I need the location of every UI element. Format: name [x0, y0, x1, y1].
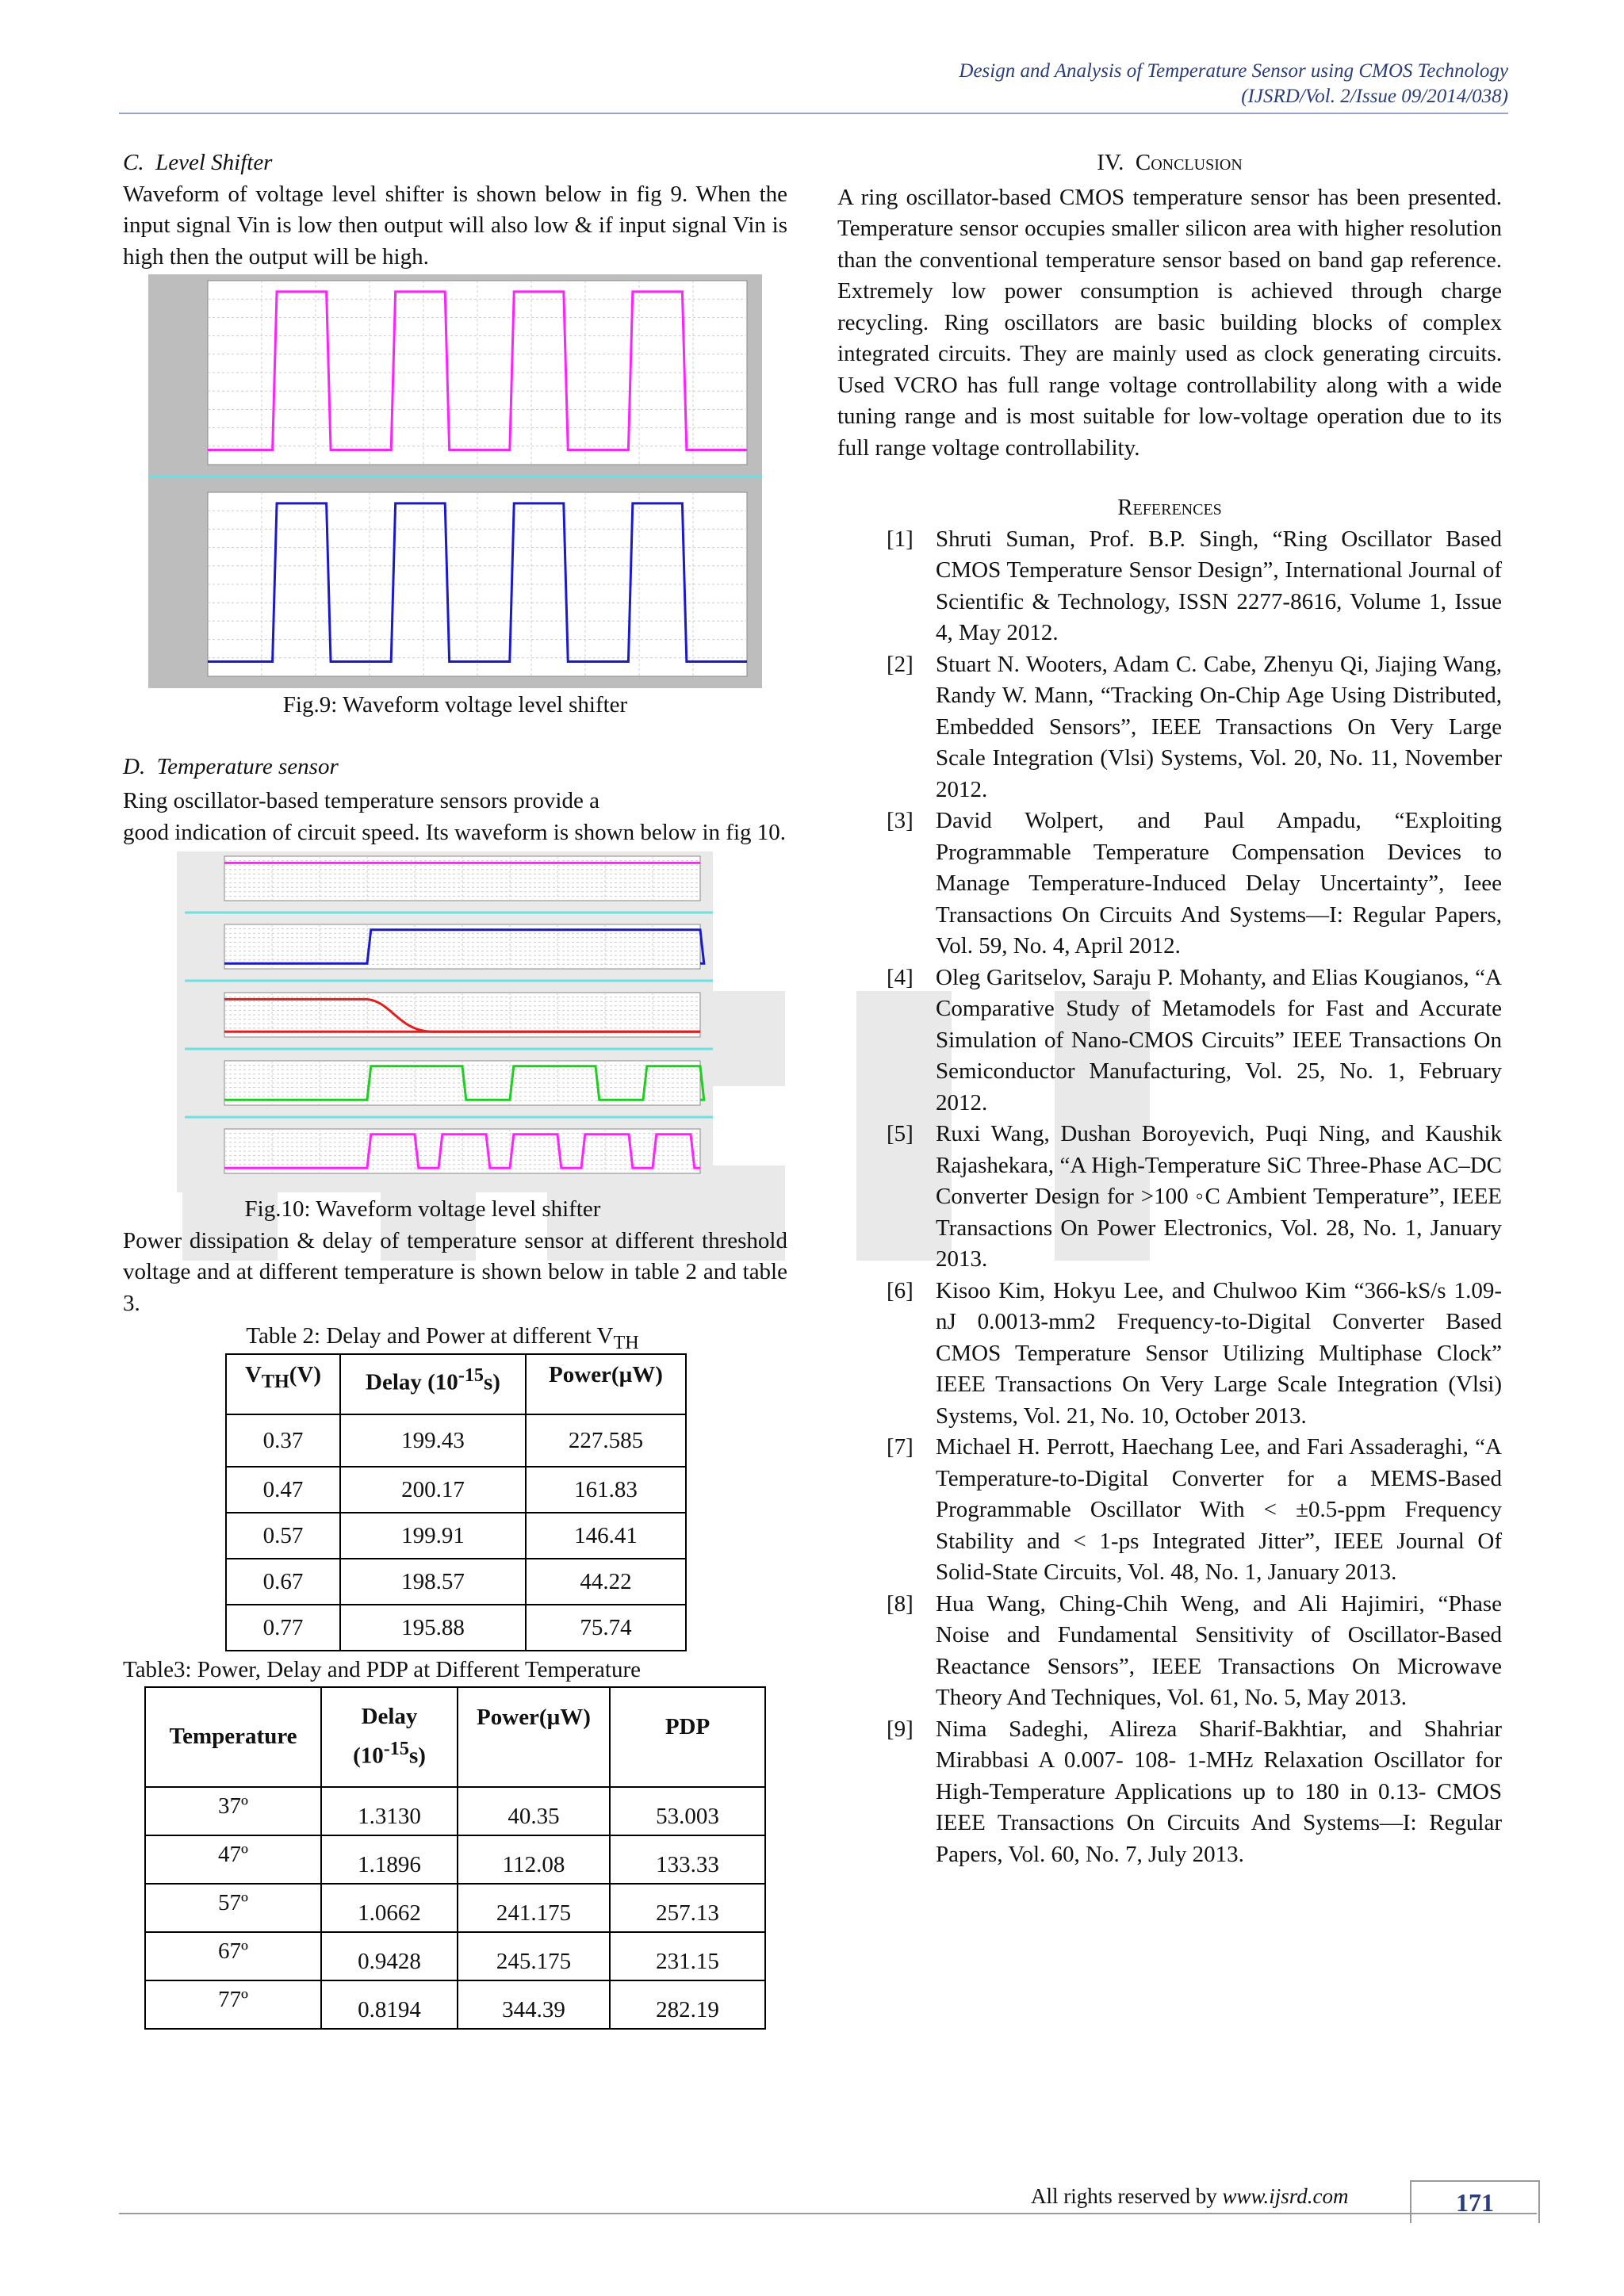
power-paragraph: Power dissipation & delay of temperature sensor at different threshold voltage and at different temperature is shown below in table 2 and table 3.	[123, 1227, 787, 1316]
figure-10-waveform	[177, 851, 713, 1192]
table-3-row	[145, 1884, 765, 1932]
table-3-row	[145, 1980, 765, 2029]
table-3-cell: 245.175	[458, 1932, 610, 1980]
table-2-row	[226, 1559, 686, 1605]
reference-item	[837, 1714, 1502, 1871]
section-d-line1: Ring oscillator-based temperature sensors provide a	[123, 788, 599, 813]
table-2-caption-text: Table 2: Delay and Power at different V	[246, 1323, 614, 1349]
table-2-cell: 146.41	[526, 1513, 686, 1559]
reference-item	[837, 1276, 1502, 1433]
th-delay-sup: -15	[458, 1364, 485, 1387]
table-2-cell: 0.47	[226, 1467, 340, 1513]
reference-text: Kisoo Kim, Hokyu Lee, and Chulwoo Kim “366-kS/s 1.09-nJ 0.0013-mm2 Frequency-to-Digital Converter Based CMOS Temperature Sensor Utilizing Multiphase Clock” IEEE Transactions On Very Large Scale Integration (Vlsi) Systems, Vol. 21, No. 10, October 2013.	[936, 1277, 1502, 1429]
table-2-row	[226, 1513, 686, 1559]
section-d-title: D. Temperature sensor	[123, 753, 339, 779]
reference-text: Oleg Garitselov, Saraju P. Mohanty, and Elias Kougianos, “A Comparative Study of Metamodels for Fast and Accurate Simulation of Nano-CMOS Circuits” IEEE Transactions On Semiconductor Manufacturing, Vol. 25, No. 1, February 2012.	[936, 964, 1502, 1115]
table-3-cell: 1.0662	[321, 1884, 458, 1932]
table-3-cell: 344.39	[458, 1980, 610, 2029]
reference-item	[837, 1119, 1502, 1276]
reference-number: [2]	[887, 651, 914, 677]
table-2-cell: 44.22	[526, 1559, 686, 1605]
footer-rights: All rights reserved by	[1031, 2184, 1223, 2208]
table-2-caption	[98, 1321, 787, 1358]
table-3-temperature-cell: 37º	[145, 1787, 321, 1835]
table-2-cell: 200.17	[340, 1467, 526, 1513]
th3-delay-post: s)	[408, 1743, 426, 1769]
table-3-header-power: Power(µW)	[458, 1687, 610, 1787]
th3-delay-text: (10	[353, 1743, 384, 1769]
left-column	[123, 147, 787, 2030]
table-3-cell: 241.175	[458, 1884, 610, 1932]
figure-10-caption: Fig.10: Waveform voltage level shifter	[244, 1196, 601, 1222]
table-3-row	[145, 1787, 765, 1835]
reference-item	[837, 806, 1502, 962]
reference-item	[837, 962, 1502, 1119]
footer-site-link[interactable]: www.ijsrd.com	[1222, 2184, 1349, 2208]
reference-number: [7]	[887, 1434, 914, 1460]
table-3-temperature-cell: 47º	[145, 1835, 321, 1884]
reference-item	[837, 1589, 1502, 1714]
table-3-cell: 53.003	[610, 1787, 765, 1835]
conclusion-heading	[837, 147, 1502, 179]
references-heading: References	[1117, 495, 1222, 520]
conclusion-paragraph: A ring oscillator-based CMOS temperature sensor has been presented. Temperature sensor occupies smaller silicon area with higher resolution than the conventional temperature sensor based on band gap reference. Extremely low power consumption is achieved through charge recycling. Ring oscillators are basic building blocks of complex integrated circuits. They are mainly used as clock generating circuits. Used VCRO has full range voltage controllability along with a wide tuning range and is most suitable for low-voltage operation due to its full range voltage controllability.	[837, 184, 1502, 461]
table-3-temperature-cell: 77º	[145, 1980, 321, 2029]
reference-number: [1]	[887, 526, 914, 552]
table-3-header-temperature: Temperature	[145, 1687, 321, 1787]
table-2	[225, 1353, 687, 1651]
figure-9	[148, 274, 762, 688]
figure-9-waveform	[148, 274, 762, 688]
table-3-temperature-cell: 67º	[145, 1932, 321, 1980]
table-3-cell: 112.08	[458, 1835, 610, 1884]
reference-number: [3]	[887, 808, 914, 833]
table-3-header-pdp: PDP	[610, 1687, 765, 1787]
table-2-cell: 0.67	[226, 1559, 340, 1605]
reference-item	[837, 524, 1502, 649]
table-3-cell: 133.33	[610, 1835, 765, 1884]
reference-text: Nima Sadeghi, Alireza Sharif-Bakhtiar, and Shahriar Mirabbasi A 0.007- 108- 1-MHz Relaxation Oscillator for High-Temperature Applications up to 180 in 0.13- CMOS IEEE Transactions On Circuits And Systems—I: Regular Papers, Vol. 60, No. 7, July 2013.	[936, 1716, 1502, 1867]
references-list	[837, 524, 1502, 1871]
table-3	[144, 1686, 766, 2030]
section-d-paragraph	[123, 786, 787, 848]
th3-delay-top: Delay	[361, 1704, 418, 1730]
table-3-cell: 0.8194	[321, 1980, 458, 2029]
table-2-cell: 161.83	[526, 1467, 686, 1513]
table-2-row	[226, 1414, 686, 1467]
table-2-row	[226, 1467, 686, 1513]
reference-text: Michael H. Perrott, Haechang Lee, and Fari Assaderaghi, “A Temperature-to-Digital Converter for a MEMS-Based Programmable Oscillator With < ±0.5-ppm Frequency Stability and < 1-ps Integrated Jitter”, IEEE Journal Of Solid-State Circuits, Vol. 48, No. 1, January 2013.	[936, 1434, 1502, 1585]
table-2-cell: 0.57	[226, 1513, 340, 1559]
running-header	[959, 59, 1508, 109]
reference-number: [9]	[887, 1716, 914, 1742]
section-c-title: C. Level Shifter	[123, 150, 273, 175]
reference-item	[837, 649, 1502, 806]
table-2-header-delay	[340, 1354, 526, 1414]
reference-number: [8]	[887, 1590, 914, 1617]
conclusion-heading-text: Conclusion	[1135, 150, 1243, 175]
th-vth-post: (V)	[289, 1362, 322, 1388]
table-2-cell: 227.585	[526, 1414, 686, 1467]
table-3-row	[145, 1932, 765, 1980]
reference-text: David Wolpert, and Paul Ampadu, “Exploiting Programmable Temperature Compensation Devices to Manage Temperature-Induced Delay Uncertainty”, Ieee Transactions On Circuits And Systems—I: Regular Papers, Vol. 59, No. 4, April 2012.	[936, 808, 1502, 959]
table-2-cell: 0.77	[226, 1605, 340, 1651]
reference-text: Hua Wang, Ching-Chih Weng, and Ali Hajimiri, “Phase Noise and Fundamental Sensitivity of Oscillator-Based Reactance Sensors”, IEEE Transactions On Microwave Theory And Techniques, Vol. 61, No. 5, May 2013.	[936, 1590, 1502, 1710]
table-3-cell: 231.15	[610, 1932, 765, 1980]
table-2-cell: 195.88	[340, 1605, 526, 1651]
reference-number: [4]	[887, 964, 914, 990]
reference-text: Stuart N. Wooters, Adam C. Cabe, Zhenyu Qi, Jiajing Wang, Randy W. Mann, “Tracking On-Chip Age Using Distributed, Embedded Sensors”, IEEE Transactions On Very Large Scale Integration (Vlsi) Systems, Vol. 20, No. 11, November 2012.	[936, 651, 1502, 802]
table-2-caption-sub: TH	[613, 1331, 639, 1353]
table-3-cell: 257.13	[610, 1884, 765, 1932]
footer-text	[1031, 2184, 1348, 2209]
th-delay-text: Delay (10	[366, 1369, 458, 1395]
table-2-cell: 199.43	[340, 1414, 526, 1467]
table-2-cell: 75.74	[526, 1605, 686, 1651]
reference-text: Ruxi Wang, Dushan Boroyevich, Puqi Ning, and Kaushik Rajashekara, “A High-Temperature SiC Three-Phase AC–DC Converter Design for >100 ◦C Ambient Temperature”, IEEE Transactions On Power Electronics, Vol. 28, No. 1, January 2013.	[936, 1121, 1502, 1272]
section-c-paragraph: Waveform of voltage level shifter is shown below in fig 9. When the input signal Vin is low then output will also low & if input signal Vin is high then the output will be high.	[123, 181, 787, 270]
th-vth-sub: TH	[261, 1371, 289, 1393]
conclusion-heading-num: IV.	[1097, 150, 1124, 175]
reference-number: [5]	[887, 1121, 914, 1146]
table-3-cell: 1.3130	[321, 1787, 458, 1835]
table-2-cell: 0.37	[226, 1414, 340, 1467]
table-2-header-vth	[226, 1354, 340, 1414]
section-d-rest: good indication of circuit speed. Its waveform is shown below in fig 10.	[123, 819, 787, 845]
reference-number: [6]	[887, 1277, 914, 1303]
th-vth-text: V	[244, 1362, 262, 1388]
th3-delay-sup: -15	[383, 1737, 409, 1759]
table-2-cell: 199.91	[340, 1513, 526, 1559]
table-2-row	[226, 1605, 686, 1651]
table-3-cell: 282.19	[610, 1980, 765, 2029]
table-3-cell: 1.1896	[321, 1835, 458, 1884]
table-2-cell: 198.57	[340, 1559, 526, 1605]
table-3-cell: 0.9428	[321, 1932, 458, 1980]
right-column	[837, 147, 1502, 1870]
reference-item	[837, 1432, 1502, 1589]
table-3-header-delay	[321, 1687, 458, 1787]
figure-9-caption: Fig.9: Waveform voltage level shifter	[282, 692, 628, 718]
th-delay-post: s)	[484, 1369, 500, 1395]
header-rule	[119, 113, 1508, 114]
reference-text: Shruti Suman, Prof. B.P. Singh, “Ring Oscillator Based CMOS Temperature Sensor Design”, International Journal of Scientific & Technology, ISSN 2277-8616, Volume 1, Issue 4, May 2012.	[936, 526, 1502, 645]
table-3-cell: 40.35	[458, 1787, 610, 1835]
table-3-caption: Table3: Power, Delay and PDP at Different Temperature	[123, 1657, 641, 1683]
running-header-issue: (IJSRD/Vol. 2/Issue 09/2014/038)	[1241, 86, 1508, 107]
table-2-header-power: Power(µW)	[526, 1354, 686, 1414]
footer-rule	[119, 2213, 1537, 2214]
table-3-temperature-cell: 57º	[145, 1884, 321, 1932]
page-number: 171	[1410, 2180, 1540, 2223]
figure-10	[177, 851, 713, 1192]
running-header-title: Design and Analysis of Temperature Sensor using CMOS Technology	[959, 60, 1508, 82]
table-3-row	[145, 1835, 765, 1884]
